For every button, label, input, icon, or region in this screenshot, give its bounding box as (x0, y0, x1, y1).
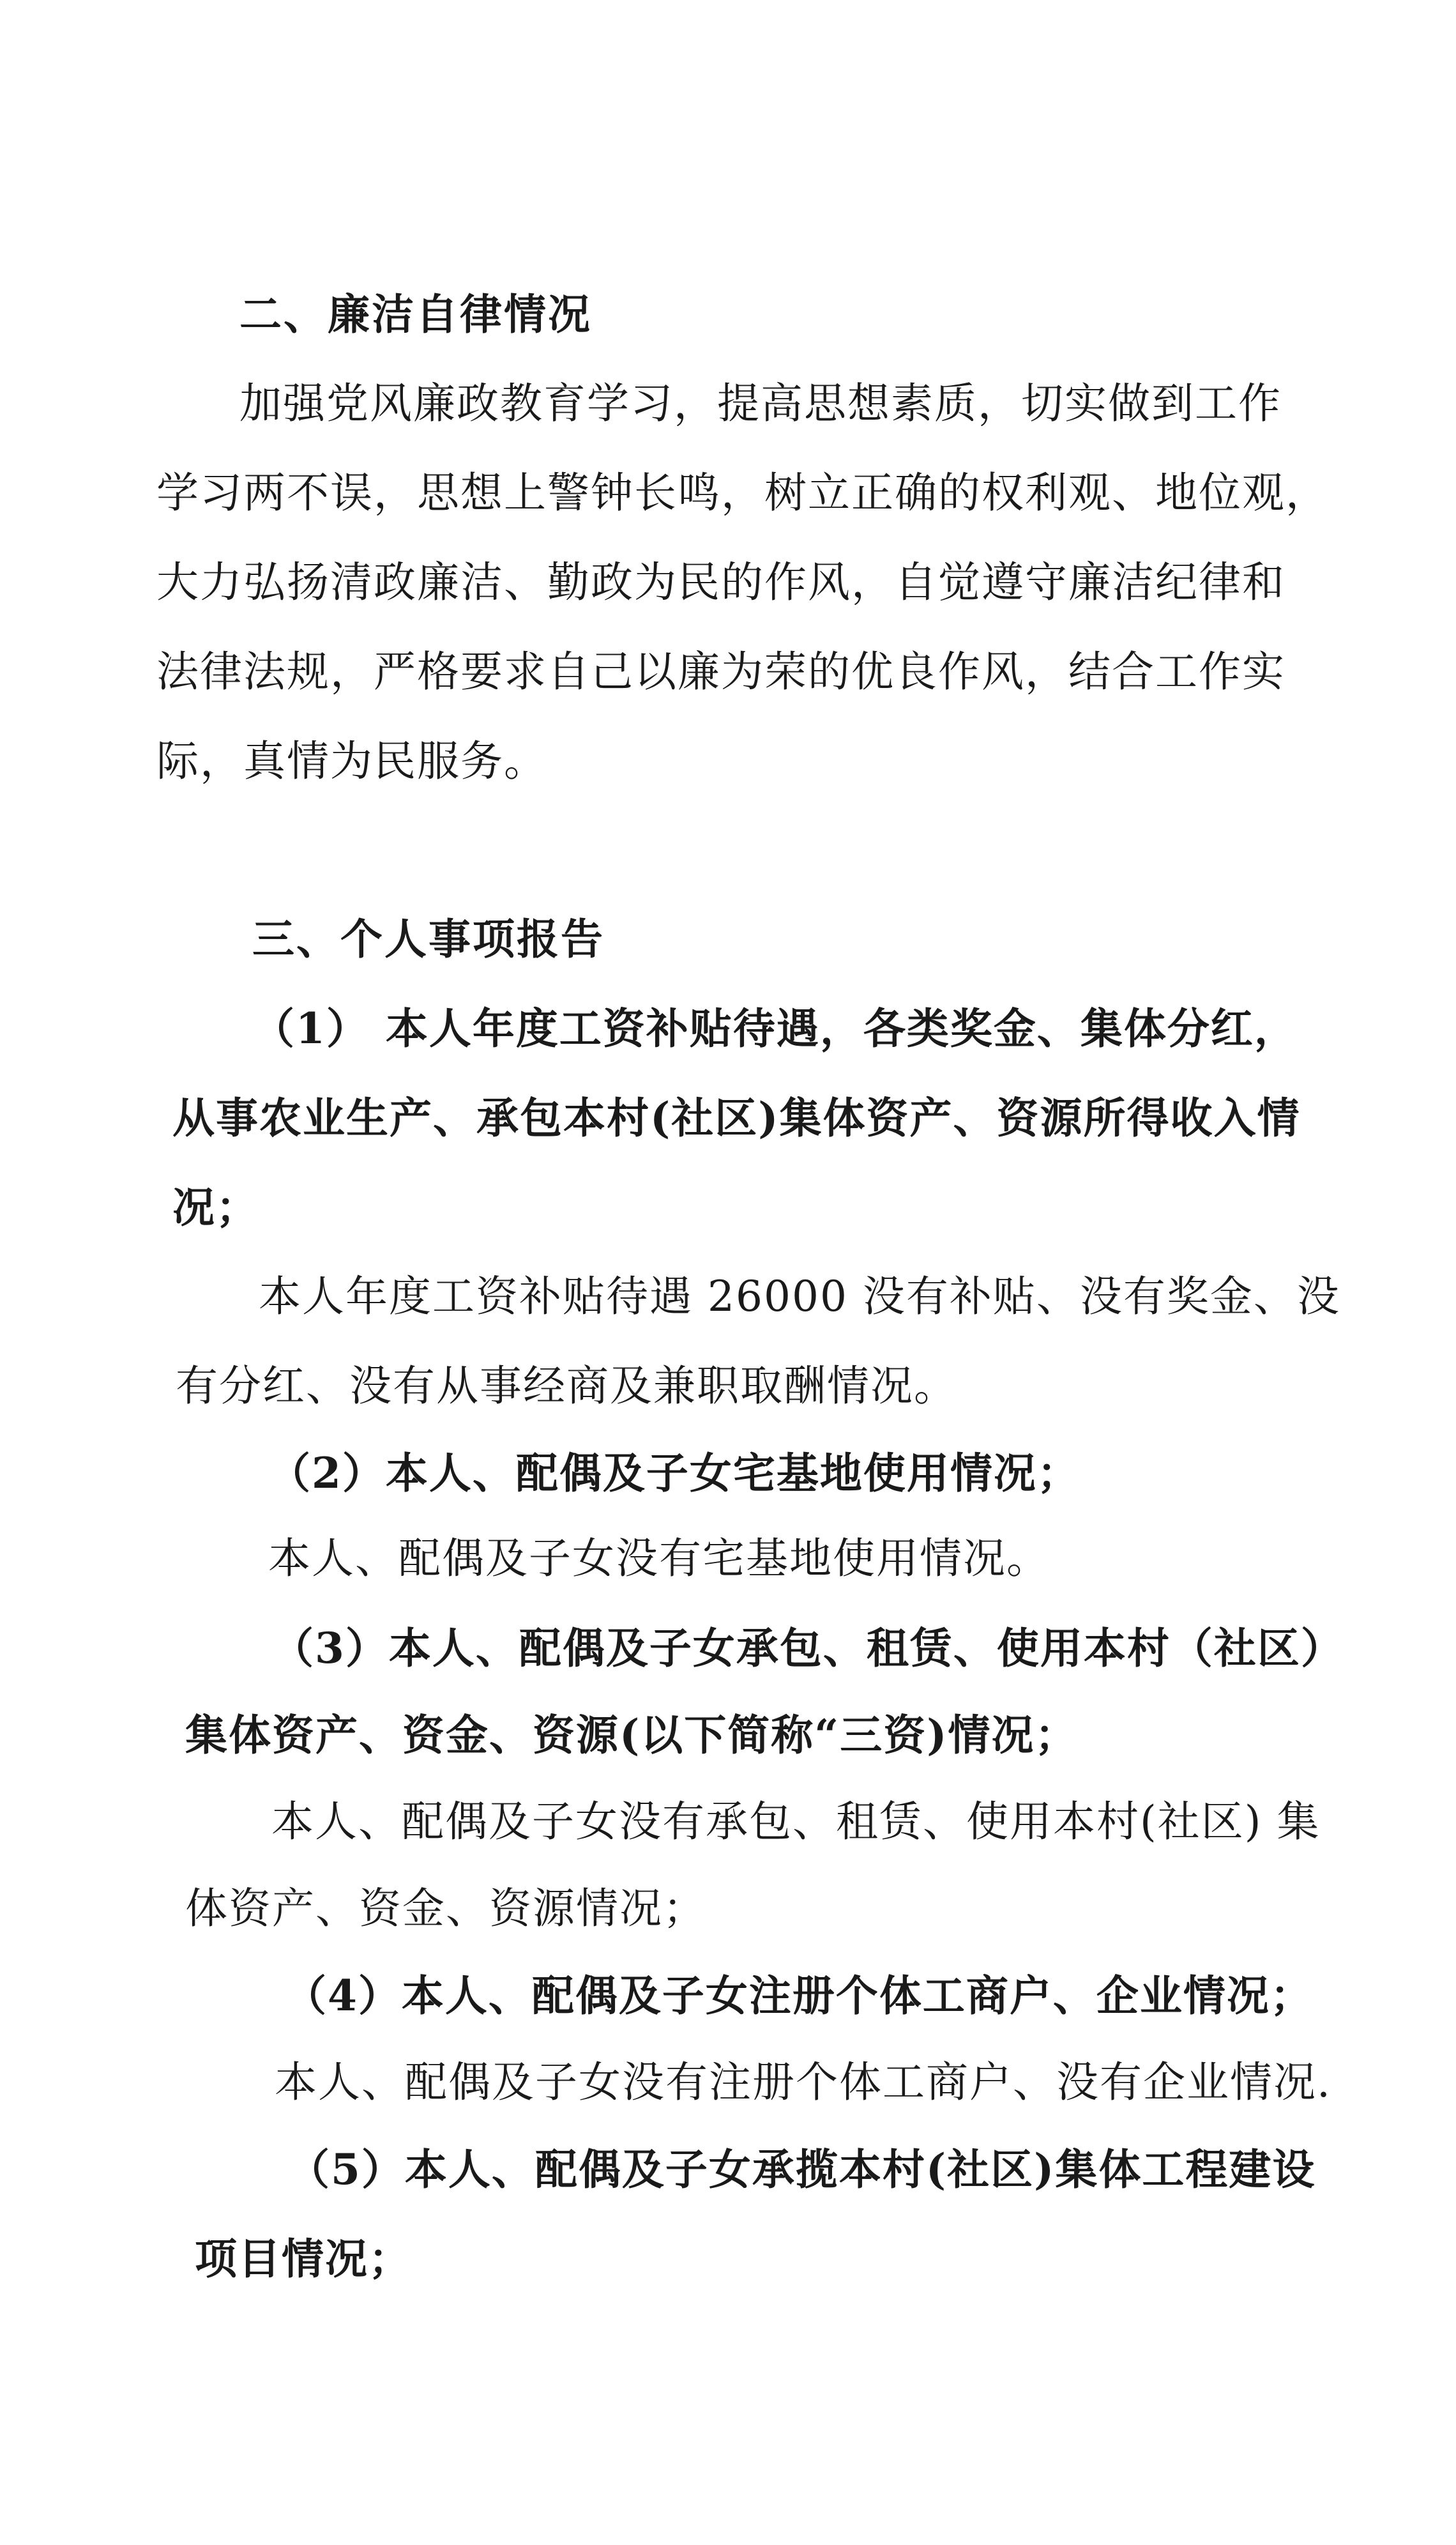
item-1-title: 从事农业生产、承包本村(社区)集体资产、资源所得收入情 (172, 1093, 1301, 1143)
paragraph-line: 大力弘扬清政廉洁、勤政为民的作风，自觉遵守廉洁纪律和 (156, 558, 1285, 607)
item-1-title: 况； (172, 1182, 259, 1232)
paragraph-line: 加强党风廉政教育学习，提高思想素质，切实做到工作 (239, 379, 1282, 428)
item-3-title: 集体资产、资金、资源(以下简称“三资)情况； (185, 1710, 1079, 1760)
item-4-answer: 本人、配偶及子女没有注册个体工商户、没有企业情况. (275, 2058, 1331, 2107)
item-5-title: （5）本人、配偶及子女承揽本村(社区)集体工程建设 (287, 2144, 1316, 2194)
paragraph-line: 法律法规，严格要求自己以廉为荣的优良作风，结合工作实 (156, 647, 1285, 696)
item-3-title: （3）本人、配偶及子女承包、租赁、使用本村（社区） (271, 1623, 1344, 1673)
item-1-answer: 本人年度工资补贴待遇 26000 没有补贴、没有奖金、没 (259, 1272, 1340, 1321)
item-4-title: （4）本人、配偶及子女注册个体工商户、企业情况； (284, 1971, 1314, 2021)
item-2-title: （2）本人、配偶及子女宅基地使用情况； (268, 1448, 1081, 1498)
item-1-title: （1） 本人年度工资补贴待遇，各类奖金、集体分红， (252, 1004, 1298, 1053)
section-heading-integrity: 二、廉洁自律情况 (239, 289, 592, 339)
section-heading-personal-report: 三、个人事项报告 (252, 914, 605, 964)
paragraph-line: 学习两不误，思想上警钟长鸣，树立正确的权利观、地位观， (156, 468, 1329, 517)
item-1-answer: 有分红、没有从事经商及兼职取酬情况。 (176, 1361, 957, 1410)
item-5-title: 项目情况； (195, 2234, 412, 2284)
item-2-answer: 本人、配偶及子女没有宅基地使用情况。 (268, 1534, 1050, 1583)
item-3-answer: 本人、配偶及子女没有承包、租赁、使用本村(社区) 集 (271, 1797, 1321, 1846)
paragraph-line: 际，真情为民服务。 (156, 737, 547, 786)
item-3-answer: 体资产、资金、资源情况； (185, 1884, 706, 1933)
